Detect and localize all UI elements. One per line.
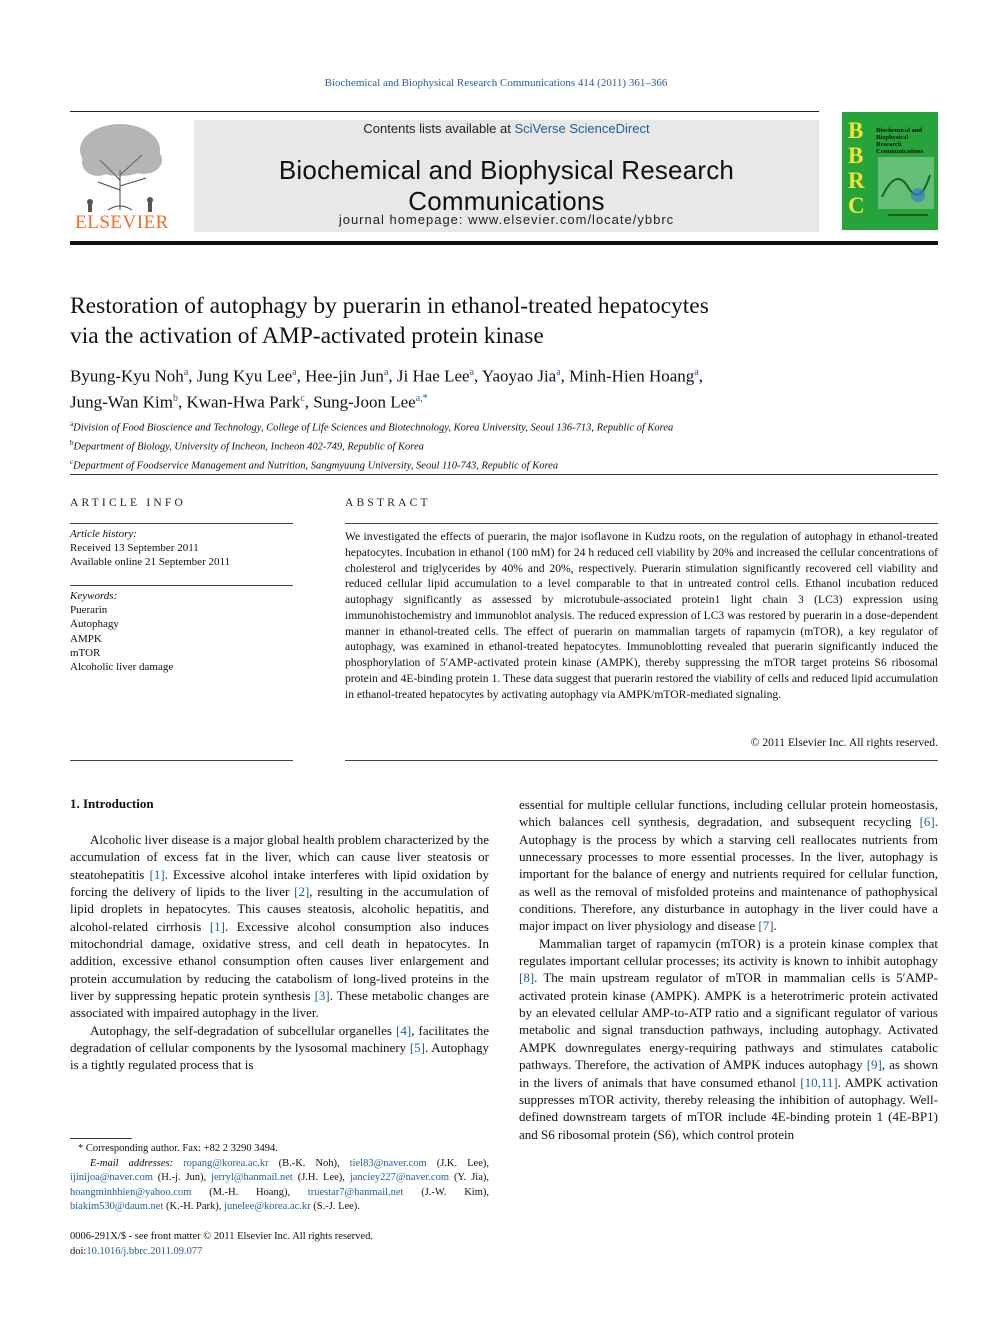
elsevier-tree-icon: [70, 120, 174, 212]
author-affiliation-marker[interactable]: a,*: [415, 393, 428, 405]
author-line-1: Byung-Kyu Noh$^a$, Jung Kyu Lee$^a$, Hee-jin Jun$^a$, Ji Hae Lee$^a$, Yaoyao Jia$^a$, Minh-Hien Hoang$^a$,: [70, 366, 703, 386]
email-addresses: E-mail addresses: ropang@korea.ac.kr (B.-K. Noh), tiel83@naver.com (J.K. Lee), ijinijoa@naver.com (H.-j. Jun), jerryl@hanmail.net (J.H. Lee), janciey227@naver.com (Y. Jia), hoangminhhien@yahoo.com (M.-H. Hoang), truestar7@hanmail.net (J.-W. Kim), biakim530@daum.net (K.-H. Park), junelee@korea.ac.kr (S.-J. Lee).: [70, 1157, 489, 1213]
author-line-2: Jung-Wan Kim$^b$, Kwan-Hwa Park$^c$, Sung-Joon Lee$^{a,*}$: [70, 392, 428, 412]
author-affiliation-marker[interactable]: a: [469, 367, 475, 378]
citation-link[interactable]: [5]: [409, 1040, 426, 1056]
citation-link[interactable]: [1]: [209, 918, 225, 934]
author-name: Hee-jin Jun: [305, 366, 384, 386]
issn-block: [70, 1230, 489, 1259]
citation-link[interactable]: [4]: [396, 1022, 412, 1038]
email-link[interactable]: janciey227@naver.com: [349, 1172, 450, 1184]
citation-link[interactable]: [9]: [866, 1057, 882, 1073]
section-divider: [70, 474, 938, 475]
citation-link[interactable]: [6]: [919, 814, 935, 830]
online-date: Available online 21 September 2011: [70, 556, 231, 569]
article-info-rule: [70, 523, 293, 524]
homepage-link[interactable]: www.elsevier.com/locate/ybbrc: [468, 212, 675, 227]
journal-homepage: [194, 212, 819, 227]
keyword: Puerarin: [70, 604, 108, 617]
email-link[interactable]: biakim530@daum.net: [70, 1201, 164, 1213]
article-history: [70, 527, 293, 570]
author-affiliation-marker[interactable]: a: [694, 367, 699, 378]
cover-illustration-icon: [878, 157, 934, 219]
abstract-rule: [345, 523, 938, 524]
article-title: Restoration of autophagy by puerarin in ethanol-treated hepatocytes via the activation of AMP-activated protein kinase: [70, 293, 709, 349]
doi-link[interactable]: 10.1016/j.bbrc.2011.09.077: [86, 1245, 203, 1257]
author-name: Sung-Joon Lee: [313, 392, 416, 412]
contents-line: [194, 121, 819, 136]
email-link[interactable]: tiel83@naver.com: [349, 1157, 427, 1169]
author-affiliation-marker[interactable]: a: [292, 367, 297, 378]
author-name: Minh-Hien Hoang: [569, 366, 695, 386]
bbrc-cover-subtitle: Biochemical and Biophysical Research Communications: [876, 127, 924, 155]
author-name: Byung-Kyu Noh: [70, 366, 184, 386]
footnote-rule: [70, 1138, 132, 1139]
author-name: Jung-Wan Kim: [70, 392, 173, 412]
citation-link[interactable]: [2]: [294, 884, 310, 900]
email-label: E-mail addresses:: [90, 1157, 184, 1169]
keywords-block: [70, 589, 293, 674]
author-name: Ji Hae Lee: [396, 366, 470, 386]
homepage-prefix: journal homepage:: [338, 212, 469, 227]
paragraph: Autophagy, the self-degradation of subcellular organelles [4], facilitates the degradation of cellular components by the lysosomal machinery [5]. Autophagy is a tightly regulated process that is: [70, 1022, 489, 1073]
header-rule-bottom: [70, 241, 938, 245]
received-date: Received 13 September 2011: [70, 542, 199, 555]
journal-title: Biochemical and Biophysical Research Communications: [278, 155, 735, 216]
email-link[interactable]: hoangminhhien@yahoo.com: [70, 1186, 192, 1198]
body-column-left: [70, 831, 489, 1074]
elsevier-logo[interactable]: [70, 120, 174, 232]
sciencedirect-link[interactable]: SciVerse ScienceDirect: [514, 121, 650, 136]
abstract-text: We investigated the effects of puerarin, the major isoflavone in Kudzu roots, on the regulation of autophagy in ethanol-treated hepatocytes. Incubation in ethanol (100 mM) for 24 h reduced cell viability by 20% and increased the cellular concentrations of cholesterol and triglycerides by 40% and 20%, respectively. Puerarin stimulation significantly recovered cell viability and reduced cellular lipid accumulation to a level comparable to that in untreated control cells. Ethanol incubation reduced autophagy significantly as assessed by microtubule-associated protein1 light chain 3 (LC3) expression using immunohistochemistry and immunoblot analysis. The reduced expression of LC3 was restored by puerarin in a dose-dependent manner in ethanol-treated cells. The effect of puerarin on mammalian targets of rapamycin (mTOR), a key regulator of autophagy, was examined in ethanol-treated hepatocytes. Immunoblotting revealed that puerarin significantly induced the phosphorylation of 5′AMP-activated protein kinase (AMPK), thereby suppressing the mTOR target proteins S6 ribosomal protein and 4E-binding protein 1. These data suggest that puerarin restored the viability of cells and reduced lipid accumulation in ethanol-treated hepatocytes by activating autophagy via AMPK/mTOR-mediated signaling.: [345, 530, 938, 701]
paragraph: Mammalian target of rapamycin (mTOR) is a protein kinase complex that regulates important cellular processes; its activity is known to inhibit autophagy [8]. The main upstream regulator of mTOR in mammalian cells is 5′AMP-activated protein kinase (AMPK). AMPK is a heterotrimeric protein activated by an elevated cellular AMP-to-ATP ratio and a significant regulator of various metabolic and signal transduction pathways, including autophagy. Activated AMPK downregulates energy-requiring pathways and stimulates catabolic pathways. Therefore, the activation of AMPK induces autophagy [9], as shown in the livers of animals that have consumed ethanol [10,11]. AMPK activation suppresses mTOR activity, thereby releasing the inhibition of autophagy. Well-defined downstream targets of mTOR include 4E-binding protein 1 (4E-BP1) and S6 ribosomal protein (S6), which control protein: [519, 935, 938, 1142]
citation-link[interactable]: [3]: [314, 988, 330, 1004]
history-label: Article history:: [70, 528, 137, 540]
corresponding-author: * Corresponding author. Fax: +82 2 3290 3494.: [78, 1143, 278, 1154]
keyword: Autophagy: [70, 618, 119, 631]
doi-line: doi:10.1016/j.bbrc.2011.09.077: [70, 1245, 203, 1257]
affiliation-c: $^c$Department of Foodservice Management and Nutrition, Sangmyuung University, Seoul 110-743, Republic of Korea: [70, 458, 559, 472]
citation-link[interactable]: [7]: [758, 918, 774, 934]
affiliation-b: $^b$Department of Biology, University of Incheon, Incheon 402-749, Republic of Korea: [70, 439, 424, 453]
header-rule-top: [70, 111, 819, 112]
author-affiliation-marker[interactable]: c: [300, 393, 305, 405]
citation-link[interactable]: [1]: [149, 866, 165, 882]
author-name: Kwan-Hwa Park: [186, 392, 301, 412]
author-list: [70, 362, 930, 414]
keyword: mTOR: [70, 646, 101, 659]
citation-link[interactable]: [8]: [519, 970, 535, 986]
email-link[interactable]: ijinijoa@naver.com: [70, 1172, 153, 1184]
abstract-copyright: © 2011 Elsevier Inc. All rights reserved.: [750, 736, 938, 749]
keywords-label: Keywords:: [70, 590, 118, 602]
abstract-heading: ABSTRACT: [345, 497, 431, 509]
citation-link[interactable]: [10,11]: [800, 1074, 838, 1090]
article-info-rule: [70, 760, 293, 761]
email-link[interactable]: ropang@korea.ac.kr: [183, 1157, 269, 1169]
keyword: AMPK: [70, 632, 102, 645]
bbrc-cover-image[interactable]: [842, 112, 938, 230]
author-name: Yaoyao Jia: [481, 366, 557, 386]
article-info-rule: [70, 585, 293, 586]
author-affiliation-marker[interactable]: a: [183, 367, 189, 378]
email-link[interactable]: jerryl@hanmail.net: [211, 1172, 293, 1184]
introduction-heading: 1. Introduction: [70, 796, 154, 811]
elsevier-wordmark: ELSEVIER: [75, 212, 169, 233]
paragraph: essential for multiple cellular functions, including cellular protein homeostasis, which balances cell synthesis, degradation, and subsequent recycling [6]. Autophagy is the process by which a starving cell reallocates nutrients from unnecessary processes to more essential processes. In the liver, autophagy is important for the balance of energy and nutrients required for cellular function, as well as the removal of misfolded proteins and maintenance of pathophysical conditions. Therefore, any disturbance in autophagy in the liver could have a major impact on liver physiology and disease [7].: [519, 797, 938, 934]
author-affiliation-marker[interactable]: a: [383, 367, 389, 378]
email-link[interactable]: junelee@korea.ac.kr: [224, 1201, 311, 1213]
contents-prefix: Contents lists available at: [363, 121, 515, 136]
article-info-heading: ARTICLE INFO: [70, 497, 186, 509]
body-column-right: [519, 796, 938, 1143]
email-link[interactable]: truestar7@hanmail.net: [307, 1186, 404, 1198]
paragraph: Alcoholic liver disease is a major global health problem characterized by the accumulation of excess fat in the liver, which can cause liver steatosis or steatohepatitis [1]. Excessive alcohol intake interferes with lipid oxidation by forcing the delivery of lipids to the liver [2], resulting in the accumulation of lipid droplets in hepatocytes. This causes steatosis, alcoholic hepatitis, and alcohol-related cirrhosis [1]. Excessive alcohol consumption also induces mitochondrial damage, oxidative stress, and cell death in hepatocytes. In addition, excessive ethanol consumption often causes liver enlargement and protein accumulation by reducing the catabolism of long-lived proteins in the liver by suppressing hepatic protein synthesis [3]. These metabolic changes are associated with impaired autophagy in the liver.: [70, 832, 489, 1021]
keyword: Alcoholic liver damage: [70, 661, 174, 674]
affiliation-a: $^a$Division of Food Bioscience and Technology, College of Life Sciences and Biotechnology, Korea University, Seoul 136-713, Republic of Korea: [70, 420, 674, 434]
footnotes: [70, 1142, 489, 1215]
journal-citation[interactable]: Biochemical and Biophysical Research Communications 414 (2011) 361–366: [324, 77, 668, 89]
issn-line: 0006-291X/$ - see front matter © 2011 Elsevier Inc. All rights reserved.: [70, 1231, 373, 1242]
affiliation-list: [70, 417, 930, 474]
author-affiliation-marker[interactable]: b: [172, 393, 178, 405]
bbrc-cover-letters: B B R C: [848, 118, 865, 218]
author-name: Jung Kyu Lee: [196, 366, 293, 386]
author-affiliation-marker[interactable]: a: [556, 367, 561, 378]
abstract-rule: [345, 760, 938, 761]
